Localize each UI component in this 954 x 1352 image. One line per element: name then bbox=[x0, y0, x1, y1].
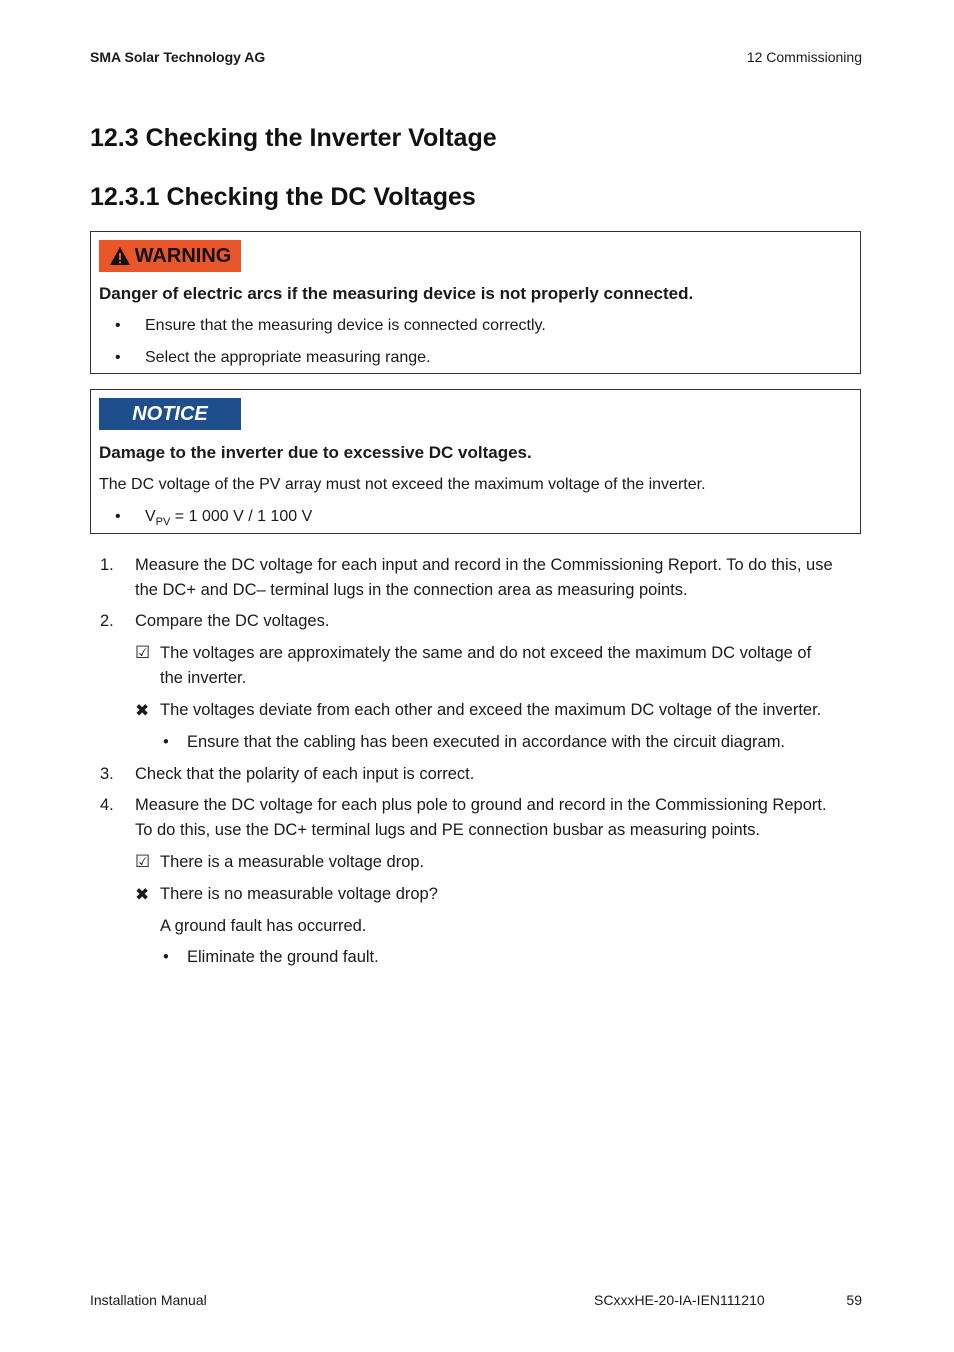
footer-doc-id: SCxxxHE-20-IA-IEN111210 bbox=[594, 1292, 765, 1308]
result-fail: The voltages deviate from each other and exceed the maximum DC voltage of the inverter. bbox=[160, 701, 822, 719]
action-text: Ensure that the cabling has been executed in accordance with the circuit diagram. bbox=[187, 733, 786, 751]
header-company: SMA Solar Technology AG bbox=[90, 49, 266, 65]
step-number: 4. bbox=[100, 796, 114, 814]
cross-icon: ✖ bbox=[135, 885, 150, 904]
subsection-heading: 12.3.1 Checking the DC Voltages bbox=[90, 183, 476, 211]
step-text: To do this, use the DC+ terminal lugs and PE connection busbar as measuring points. bbox=[135, 821, 761, 839]
action-text: Eliminate the ground fault. bbox=[187, 948, 379, 966]
result-ok: the inverter. bbox=[160, 669, 247, 687]
step-number: 2. bbox=[100, 612, 114, 630]
section-heading: 12.3 Checking the Inverter Voltage bbox=[90, 124, 497, 152]
warning-title: Danger of electric arcs if the measuring device is not properly connected. bbox=[99, 284, 694, 303]
step-number: 3. bbox=[100, 765, 114, 783]
footer-page-number: 59 bbox=[846, 1292, 862, 1308]
notice-text: The DC voltage of the PV array must not exceed the maximum voltage of the inverter. bbox=[99, 476, 706, 493]
notice-badge: NOTICE bbox=[99, 398, 241, 430]
cross-icon: ✖ bbox=[135, 701, 150, 720]
warning-badge bbox=[99, 240, 241, 272]
step-text: Measure the DC voltage for each plus pole to ground and record in the Commissioning Report. bbox=[135, 796, 827, 814]
header-chapter: 12 Commissioning bbox=[746, 49, 862, 65]
note-text: A ground fault has occurred. bbox=[160, 917, 367, 935]
footer-manual: Installation Manual bbox=[90, 1292, 207, 1308]
notice-box: NOTICE Damage to the inverter due to excessive DC voltages. The DC voltage of the PV array must not exceed the maximum voltage of the inverter. • $V_{PV} = 1$ 000 V / 1 100 V bbox=[90, 389, 861, 534]
check-icon: ☑ bbox=[135, 643, 151, 662]
notice-title: Damage to the inverter due to excessive DC voltages. bbox=[99, 443, 532, 462]
warning-triangle-icon bbox=[109, 246, 131, 266]
warning-box: WARNING Danger of electric arcs if the measuring device is not properly connected. • Ensure that the measuring device is connected correctly. • Select the appropriate measuring range. bbox=[90, 231, 861, 374]
bullet-icon: • bbox=[163, 733, 169, 751]
bullet-icon: • bbox=[163, 948, 169, 966]
result-fail: There is no measurable voltage drop? bbox=[160, 885, 438, 903]
step-number: 1. bbox=[100, 556, 114, 574]
step-text: the DC+ and DC– terminal lugs in the connection area as measuring points. bbox=[135, 581, 688, 599]
step-text: Measure the DC voltage for each input and record in the Commissioning Report. To do this, use bbox=[135, 556, 833, 574]
warning-label: WARNING bbox=[134, 244, 232, 267]
result-ok: The voltages are approximately the same and do not exceed the maximum DC voltage of bbox=[160, 644, 812, 662]
check-icon: ☑ bbox=[135, 852, 151, 871]
step-text: Check that the polarity of each input is correct. bbox=[135, 765, 475, 783]
step-text: Compare the DC voltages. bbox=[135, 612, 330, 630]
result-ok: There is a measurable voltage drop. bbox=[160, 853, 425, 871]
